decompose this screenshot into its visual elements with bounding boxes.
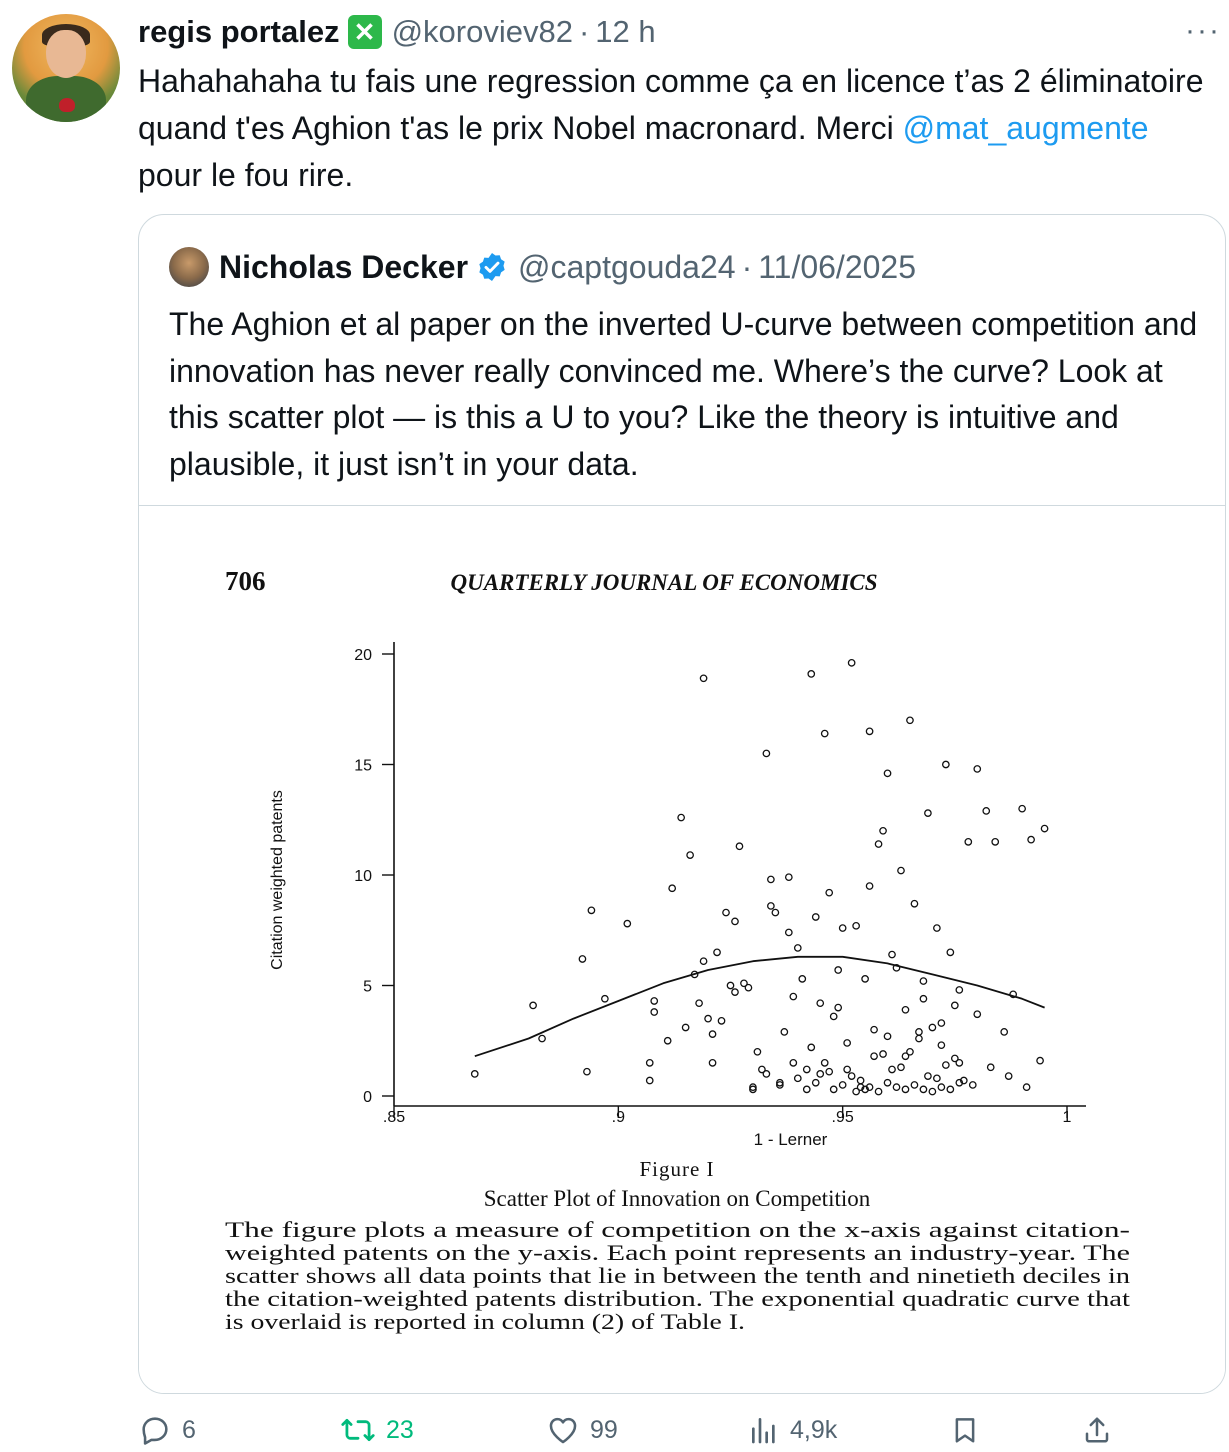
scatter-point: [853, 923, 859, 929]
scatter-point: [472, 1071, 478, 1077]
scatter-point: [857, 1077, 863, 1083]
scatter-point: [889, 951, 895, 957]
scatter-point: [584, 1068, 590, 1074]
scatter-point: [943, 761, 949, 767]
tweet-text-body: Hahahahaha tu fais une regression comme ça en licence t’as 2 éliminatoire quand t'es Aghion t'as le prix Nobel macronard. Merci: [138, 63, 1204, 146]
scatter-point: [880, 1051, 886, 1057]
fitted-curve: [475, 957, 1045, 1056]
repost-icon: [340, 1413, 376, 1447]
scatter-point: [889, 1066, 895, 1072]
journal-title: QUARTERLY JOURNAL OF ECONOMICS: [450, 570, 878, 595]
scatter-point: [714, 949, 720, 955]
scatter-point: [835, 967, 841, 973]
quoted-date[interactable]: 11/06/2025: [758, 248, 916, 285]
scatter-point: [732, 918, 738, 924]
scatter-point: [732, 989, 738, 995]
scatter-point: [844, 1040, 850, 1046]
caption-line-5: is overlaid is reported in column (2) of Table I.: [225, 1309, 745, 1334]
scatter-point: [1037, 1057, 1043, 1063]
scatter-point: [763, 1071, 769, 1077]
quoted-header-separator: ·: [741, 248, 753, 285]
scatter-point: [1023, 1084, 1029, 1090]
caption-line-3: scatter shows all data points that lie in between the tenth and ninetieth deciles in: [225, 1263, 1130, 1288]
paper-image[interactable]: [139, 506, 1226, 1394]
scatter-point: [884, 1080, 890, 1086]
author-name[interactable]: regis portalez: [138, 14, 340, 49]
action-bar: [0, 1405, 1229, 1452]
scatter-point: [795, 945, 801, 951]
scatter-point: [929, 1088, 935, 1094]
scatter-point: [1005, 1073, 1011, 1079]
scatter-point: [920, 978, 926, 984]
quoted-tweet-text: The Aghion et al paper on the inverted U-curve between competition and innovation has never really convinced me. Where’s the curve? Look at this scatter plot — is this a U to you? Like the theory is intuitive and plausible, it just isn’t in your data.: [169, 306, 1198, 482]
scatter-point: [875, 841, 881, 847]
like-count: 99: [590, 1415, 618, 1444]
scatter-point: [871, 1027, 877, 1033]
scatter-point: [830, 1013, 836, 1019]
scatter-point: [884, 1033, 890, 1039]
caption-line-4: the citation-weighted patents distribution. The exponential quadratic curve that: [225, 1286, 1130, 1311]
scatter-point: [795, 1075, 801, 1081]
scatter-point: [799, 976, 805, 982]
scatter-point: [965, 839, 971, 845]
avatar-heart: [59, 98, 75, 112]
avatar-face: [46, 30, 86, 78]
scatter-point: [804, 1086, 810, 1092]
scatter-point: [822, 1060, 828, 1066]
scatter-point: [727, 982, 733, 988]
tweet-text-tail: pour le fou rire.: [138, 157, 354, 193]
x-tick-label: .9: [611, 1109, 626, 1126]
x-badge-icon: ✕: [348, 15, 382, 49]
scatter-point: [893, 1084, 899, 1090]
scatter-point: [808, 1044, 814, 1050]
scatter-point: [700, 958, 706, 964]
figure-label: Figure I: [639, 1157, 715, 1181]
scatter-point: [745, 985, 751, 991]
repost-button[interactable]: [340, 1413, 414, 1447]
scatter-point: [763, 750, 769, 756]
scatter-point: [898, 867, 904, 873]
scatter-point: [974, 766, 980, 772]
scatter-point: [709, 1031, 715, 1037]
scatter-point: [651, 998, 657, 1004]
scatter-point: [647, 1077, 653, 1083]
scatter-point: [678, 814, 684, 820]
views-icon: [748, 1413, 780, 1447]
scatter-point: [647, 1060, 653, 1066]
scatter-point: [624, 920, 630, 926]
scatter-point: [875, 1088, 881, 1094]
scatter-point: [871, 1053, 877, 1059]
scatter-point: [902, 1007, 908, 1013]
scatter-point: [705, 1015, 711, 1021]
scatter-point: [844, 1066, 850, 1072]
scatter-point: [768, 876, 774, 882]
scatter-point: [781, 1029, 787, 1035]
scatter-point: [790, 993, 796, 999]
scatter-point: [826, 889, 832, 895]
like-button[interactable]: [546, 1413, 618, 1447]
scatter-point: [902, 1086, 908, 1092]
scatter-point: [943, 1062, 949, 1068]
scatter-point: [839, 925, 845, 931]
more-horizontal-icon[interactable]: ···: [1185, 14, 1221, 47]
y-tick-label: 15: [354, 757, 372, 775]
scatter-point: [839, 1082, 845, 1088]
scatter-point: [822, 730, 828, 736]
scatter-point: [826, 1068, 832, 1074]
scatter-point: [938, 1084, 944, 1090]
scatter-point: [925, 810, 931, 816]
reply-count: 6: [182, 1415, 196, 1444]
scatter-point: [602, 996, 608, 1002]
scatter-point: [916, 1029, 922, 1035]
scatter-point: [952, 1002, 958, 1008]
scatter-point: [539, 1035, 545, 1041]
scatter-point: [700, 675, 706, 681]
scatter-point: [1041, 825, 1047, 831]
scatter-point: [718, 1018, 724, 1024]
scatter-point: [723, 909, 729, 915]
quoted-author-avatar[interactable]: [169, 247, 209, 287]
quoted-tweet-header: [219, 243, 916, 291]
scatter-point: [530, 1002, 536, 1008]
scatter-point: [682, 1024, 688, 1030]
scatter-point: [907, 1049, 913, 1055]
scatter-point: [907, 717, 913, 723]
x-tick-label: .95: [831, 1109, 854, 1126]
scatter-point: [938, 1042, 944, 1048]
scatter-point: [804, 1066, 810, 1072]
scatter-point: [916, 1035, 922, 1041]
scatter-point: [911, 901, 917, 907]
scatter-point: [1001, 1029, 1007, 1035]
scatter-point: [786, 874, 792, 880]
tweet-header: [138, 10, 656, 54]
scatter-point: [817, 1071, 823, 1077]
scatter-point: [880, 828, 886, 834]
scatter-point: [808, 671, 814, 677]
page-number: 706: [225, 566, 266, 596]
quoted-author-handle[interactable]: @captgouda24: [518, 248, 736, 285]
caption-line-2: weighted patents on the y-axis. Each point represents an industry-year. The: [225, 1240, 1130, 1265]
scatter-point: [830, 1086, 836, 1092]
scatter-point: [1019, 806, 1025, 812]
bookmark-icon: [950, 1413, 980, 1447]
y-axis-label: Citation weighted patents: [269, 790, 286, 970]
scatter-point: [952, 1055, 958, 1061]
scatter-point: [709, 1060, 715, 1066]
x-axis-label: 1 - Lerner: [753, 1130, 828, 1149]
y-tick-label: 0: [363, 1089, 372, 1106]
figure-title: Scatter Plot of Innovation on Competition: [483, 1186, 871, 1211]
verified-badge-icon: [476, 251, 508, 283]
scatter-point: [1028, 836, 1034, 842]
scatter-point: [911, 1082, 917, 1088]
scatter-point: [947, 1086, 953, 1092]
scatter-point: [736, 843, 742, 849]
scatter-point: [884, 770, 890, 776]
scatter-point: [687, 852, 693, 858]
bookmark-button[interactable]: [950, 1413, 990, 1447]
header-separator: ·: [578, 14, 590, 49]
scatter-point: [853, 1088, 859, 1094]
scatter-point: [786, 929, 792, 935]
scatter-point: [929, 1024, 935, 1030]
paper-figure: [139, 506, 1226, 1394]
x-tick-label: .85: [382, 1109, 406, 1126]
quoted-tweet[interactable]: [138, 214, 1226, 1394]
scatter-point: [866, 728, 872, 734]
scatter-point: [988, 1064, 994, 1070]
scatter-plot: [269, 642, 1086, 1149]
scatter-point: [934, 1075, 940, 1081]
scatter-point: [947, 949, 953, 955]
tweet-text: [138, 58, 1208, 199]
heart-icon: [546, 1413, 580, 1447]
y-tick-label: 10: [354, 868, 372, 885]
scatter-point: [925, 1073, 931, 1079]
scatter-point: [862, 976, 868, 982]
views-button[interactable]: [748, 1413, 837, 1447]
author-avatar[interactable]: [12, 14, 120, 122]
scatter-point: [983, 808, 989, 814]
reply-button[interactable]: [138, 1413, 196, 1447]
scatter-point: [970, 1082, 976, 1088]
views-count: 4,9k: [790, 1415, 838, 1444]
scatter-point: [669, 885, 675, 891]
x-tick-label: 1: [1062, 1109, 1072, 1126]
scatter-point: [938, 1020, 944, 1026]
scatter-point: [956, 987, 962, 993]
repost-count: 23: [386, 1415, 414, 1444]
scatter-point: [790, 1060, 796, 1066]
scatter-point: [754, 1049, 760, 1055]
tweet-time[interactable]: 12 h: [595, 14, 656, 49]
reply-icon: [138, 1413, 172, 1447]
scatter-point: [992, 839, 998, 845]
scatter-point: [813, 914, 819, 920]
scatter-point: [848, 1073, 854, 1079]
scatter-point: [772, 909, 778, 915]
caption-line-1: The figure plots a measure of competition on the x-axis against citation-: [225, 1217, 1130, 1242]
scatter-point: [696, 1000, 702, 1006]
scatter-point: [848, 660, 854, 666]
scatter-point: [664, 1038, 670, 1044]
scatter-point: [920, 1086, 926, 1092]
scatter-point: [651, 1009, 657, 1015]
scatter-point: [974, 1011, 980, 1017]
y-tick-label: 20: [354, 647, 372, 664]
scatter-point: [920, 996, 926, 1002]
scatter-point: [588, 907, 594, 913]
scatter-point: [898, 1064, 904, 1070]
quoted-author-name[interactable]: Nicholas Decker: [219, 248, 469, 285]
share-button[interactable]: [1082, 1413, 1122, 1447]
scatter-point: [866, 883, 872, 889]
scatter-point: [579, 956, 585, 962]
scatter-point: [817, 1000, 823, 1006]
scatter-point: [768, 903, 774, 909]
scatter-point: [813, 1080, 819, 1086]
author-handle[interactable]: @koroviev82: [391, 14, 573, 49]
share-icon: [1082, 1413, 1112, 1447]
y-tick-label: 5: [363, 978, 372, 996]
scatter-point: [934, 925, 940, 931]
scatter-point: [835, 1004, 841, 1010]
mention-link[interactable]: @mat_augmente: [902, 110, 1149, 146]
